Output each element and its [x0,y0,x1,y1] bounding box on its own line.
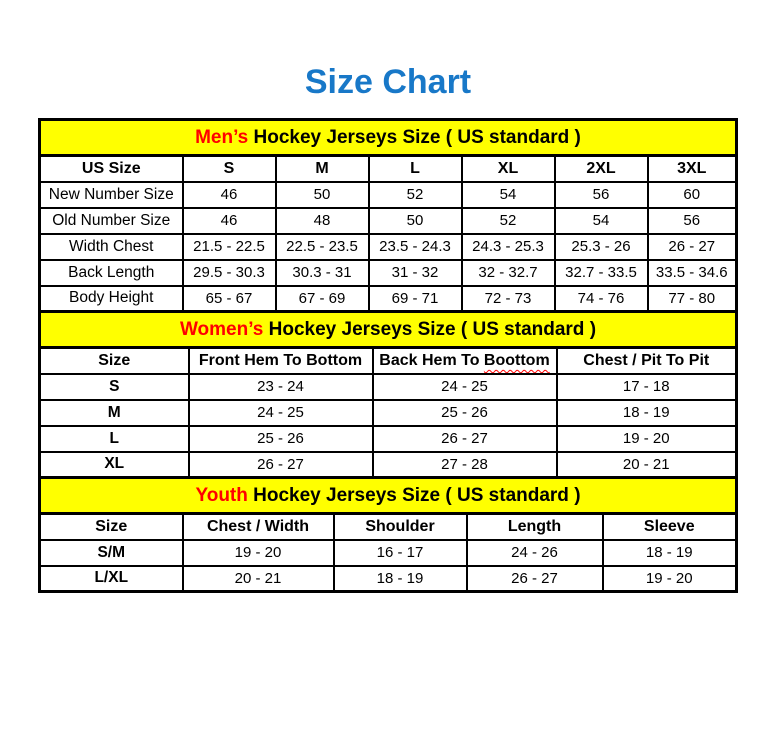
size-value-cell: 46 [183,208,276,234]
row-label: Back Length [40,260,183,286]
mens-size-table [38,118,738,313]
column-header: US Size [40,156,183,182]
size-value-cell: 24 - 25 [189,400,373,426]
column-header: 2XL [555,156,648,182]
size-value-cell: 22.5 - 23.5 [276,234,369,260]
youth-table-title [40,478,737,514]
table-row [40,234,737,260]
mens-table-title-rest: Hockey Jerseys Size ( US standard ) [248,126,581,148]
column-header-text: Back Hem To [379,351,484,369]
row-label: Old Number Size [40,208,183,234]
size-value-cell: 26 - 27 [373,426,557,452]
misspelled-word: Boottom [483,351,550,369]
size-value-cell: 18 - 19 [603,540,737,566]
table-row [40,566,737,592]
size-value-cell: 69 - 71 [369,286,462,312]
size-value-cell: 24 - 25 [373,374,557,400]
mens-table-title-highlight: Men’s [195,126,249,148]
size-chart-page [0,62,776,593]
youth-table-title-highlight: Youth [195,484,248,506]
table-row [40,182,737,208]
column-header: Size [40,348,189,374]
column-header: Size [40,514,183,540]
table-row [40,208,737,234]
table-row [40,426,737,452]
size-value-cell: 32 - 32.7 [462,260,555,286]
table-row [40,260,737,286]
size-value-cell: 52 [462,208,555,234]
table-row [40,540,737,566]
size-value-cell: 19 - 20 [603,566,737,592]
table-row [40,478,737,514]
size-value-cell: 67 - 69 [276,286,369,312]
size-value-cell: 24 - 26 [467,540,603,566]
size-value-cell: 23.5 - 24.3 [369,234,462,260]
size-value-cell: 31 - 32 [369,260,462,286]
size-value-cell: 48 [276,208,369,234]
size-value-cell: 25 - 26 [189,426,373,452]
size-value-cell: 26 - 27 [189,452,373,478]
size-value-cell: 60 [648,182,737,208]
size-value-cell: 65 - 67 [183,286,276,312]
column-header [373,348,557,374]
size-value-cell: 50 [276,182,369,208]
table-row [40,120,737,156]
page-title: Size Chart [304,63,472,101]
size-value-cell: 46 [183,182,276,208]
column-header: L [369,156,462,182]
table-row [40,286,737,312]
size-value-cell: 24.3 - 25.3 [462,234,555,260]
table-header-row [40,156,737,182]
size-value-cell: 20 - 21 [183,566,334,592]
size-value-cell: 50 [369,208,462,234]
size-value-cell: 29.5 - 30.3 [183,260,276,286]
table-row [40,452,737,478]
size-value-cell: 77 - 80 [648,286,737,312]
size-chart [38,118,738,593]
youth-size-table [38,476,738,593]
womens-table-title-highlight: Women’s [179,318,264,340]
womens-table-title-rest: Hockey Jerseys Size ( US standard ) [263,318,597,340]
row-label: Width Chest [40,234,183,260]
size-value-cell: 26 - 27 [467,566,603,592]
size-value-cell: 25.3 - 26 [555,234,648,260]
size-value-cell: 30.3 - 31 [276,260,369,286]
size-value-cell: 54 [462,182,555,208]
column-header: Chest / Pit To Pit [557,348,737,374]
mens-table-title [40,120,737,156]
size-value-cell: 18 - 19 [334,566,467,592]
row-label: L [40,426,189,452]
size-value-cell: 18 - 19 [557,400,737,426]
row-label: M [40,400,189,426]
column-header: Shoulder [334,514,467,540]
size-value-cell: 20 - 21 [557,452,737,478]
column-header: M [276,156,369,182]
column-header: Length [467,514,603,540]
size-value-cell: 52 [369,182,462,208]
size-value-cell: 21.5 - 22.5 [183,234,276,260]
size-value-cell: 26 - 27 [648,234,737,260]
size-value-cell: 32.7 - 33.5 [555,260,648,286]
size-value-cell: 16 - 17 [334,540,467,566]
table-header-row [40,514,737,540]
size-value-cell: 17 - 18 [557,374,737,400]
row-label: Body Height [40,286,183,312]
table-row [40,400,737,426]
size-value-cell: 56 [555,182,648,208]
size-value-cell: 25 - 26 [373,400,557,426]
column-header: Chest / Width [183,514,334,540]
size-value-cell: 74 - 76 [555,286,648,312]
row-label: S [40,374,189,400]
row-label: XL [40,452,189,478]
row-label: S/M [40,540,183,566]
size-value-cell: 23 - 24 [189,374,373,400]
size-value-cell: 19 - 20 [183,540,334,566]
size-value-cell: 72 - 73 [462,286,555,312]
size-value-cell: 33.5 - 34.6 [648,260,737,286]
table-row [40,374,737,400]
size-value-cell: 27 - 28 [373,452,557,478]
column-header: Front Hem To Bottom [189,348,373,374]
table-header-row [40,348,737,374]
size-value-cell: 54 [555,208,648,234]
size-value-cell: 19 - 20 [557,426,737,452]
row-label: New Number Size [40,182,183,208]
table-row [40,312,737,348]
womens-size-table [38,310,738,479]
womens-table-title [40,312,737,348]
column-header: XL [462,156,555,182]
column-header: 3XL [648,156,737,182]
size-value-cell: 56 [648,208,737,234]
row-label: L/XL [40,566,183,592]
column-header: Sleeve [603,514,737,540]
column-header: S [183,156,276,182]
youth-table-title-rest: Hockey Jerseys Size ( US standard ) [247,484,581,506]
